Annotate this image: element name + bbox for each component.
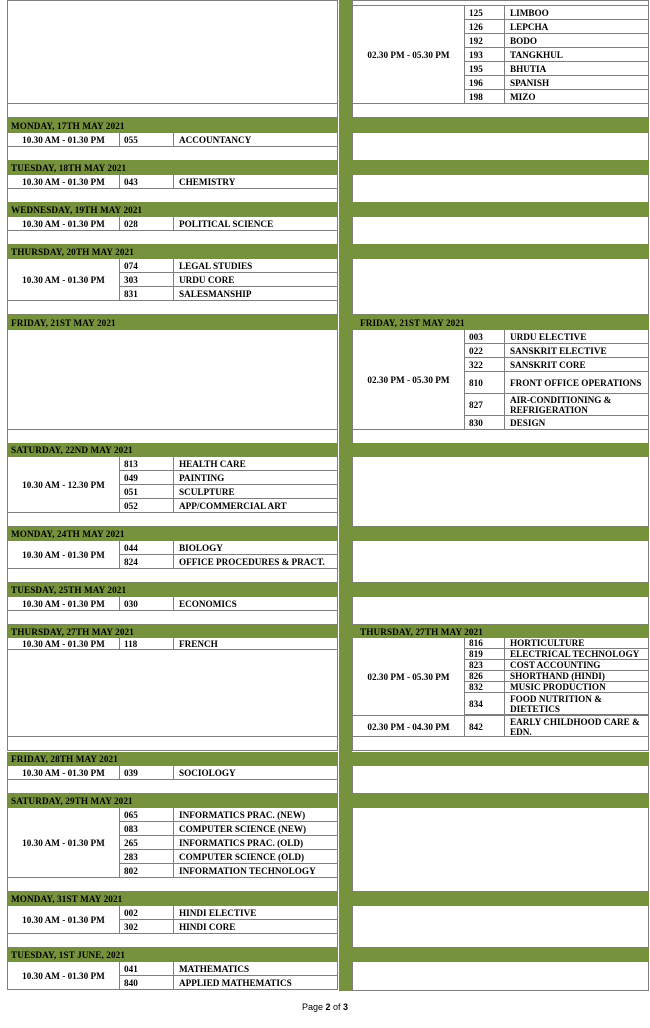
subject-code: 303	[119, 273, 173, 287]
exam-time: 10.30 AM - 01.30 PM	[22, 768, 105, 778]
subject-name: SALESMANSHIP	[173, 287, 337, 301]
subject-code: 198	[464, 90, 504, 104]
right-column	[352, 0, 649, 991]
exam-time: 10.30 AM - 01.30 PM	[22, 135, 105, 145]
schedule-grid	[7, 638, 338, 650]
subject-code: 322	[464, 358, 504, 372]
subject-code: 039	[119, 766, 173, 780]
day-header	[352, 948, 649, 962]
subject-name: HORTICULTURE	[504, 638, 648, 649]
subject-code: 118	[119, 638, 173, 650]
subject-name: FRONT OFFICE OPERATIONS	[504, 372, 648, 394]
empty-block	[352, 259, 649, 315]
day-header	[352, 752, 649, 766]
day-header: TUESDAY, 1ST JUNE, 2021	[7, 948, 338, 962]
subject-code: 192	[464, 34, 504, 48]
subject-name: INFORMATICS PRAC. (OLD)	[173, 836, 337, 850]
day-header: MONDAY, 24TH MAY 2021	[7, 527, 338, 541]
schedule-grid	[7, 808, 338, 878]
empty-block	[352, 541, 649, 583]
subject-code: 265	[119, 836, 173, 850]
subject-code: 041	[119, 962, 173, 976]
subject-code: 044	[119, 541, 173, 555]
subject-name: HINDI ELECTIVE	[173, 906, 337, 920]
subject-code: 842	[464, 715, 504, 737]
subject-name: COMPUTER SCIENCE (OLD)	[173, 850, 337, 864]
subject-code: 819	[464, 649, 504, 660]
empty-block	[352, 808, 649, 892]
row-spacer	[7, 513, 338, 527]
subject-name: TANGKHUL	[504, 48, 648, 62]
row-spacer	[352, 104, 649, 118]
empty-block	[352, 133, 649, 161]
schedule-grid	[7, 133, 338, 147]
day-header: SATURDAY, 22ND MAY 2021	[7, 443, 338, 457]
exam-time-second: 02.30 PM - 04.30 PM	[353, 715, 464, 737]
subject-code: 030	[119, 597, 173, 611]
subject-name: SHORTHAND (HINDI)	[504, 671, 648, 682]
subject-code: 826	[464, 671, 504, 682]
exam-time: 10.30 AM - 01.30 PM	[22, 915, 105, 925]
blank-block	[7, 650, 338, 737]
subject-name: APP/COMMERCIAL ART	[173, 499, 337, 513]
row-spacer	[7, 934, 338, 948]
subject-code: 830	[464, 416, 504, 430]
subject-code: 126	[464, 20, 504, 34]
subject-code: 813	[119, 457, 173, 471]
subject-name: FOOD NUTRITION & DIETETICS	[504, 693, 648, 715]
empty-block	[352, 597, 649, 625]
day-header: TUESDAY, 18TH MAY 2021	[7, 160, 338, 175]
empty-block	[352, 457, 649, 527]
footer-prefix: Page	[301, 1002, 326, 1012]
subject-name: POLITICAL SCIENCE	[173, 217, 337, 231]
subject-code: 834	[464, 693, 504, 715]
schedule-grid	[7, 217, 338, 231]
subject-code: 065	[119, 808, 173, 822]
subject-name: SPANISH	[504, 76, 648, 90]
day-header: MONDAY, 17TH MAY 2021	[7, 118, 338, 133]
day-header	[352, 443, 649, 457]
subject-code: 823	[464, 660, 504, 671]
exam-time: 10.30 AM - 01.30 PM	[22, 971, 105, 981]
day-header: FRIDAY, 21ST MAY 2021	[352, 315, 649, 330]
subject-name: APPLIED MATHEMATICS	[173, 976, 337, 990]
schedule-grid	[352, 6, 649, 104]
subject-name: OFFICE PROCEDURES & PRACT.	[173, 555, 337, 569]
subject-code: 831	[119, 287, 173, 301]
subject-name: DESIGN	[504, 416, 648, 430]
schedule-grid	[7, 541, 338, 569]
day-header	[352, 892, 649, 906]
exam-time: 10.30 AM - 01.30 PM	[22, 177, 105, 187]
subject-name: INFORMATICS PRAC. (NEW)	[173, 808, 337, 822]
day-header: THURSDAY, 20TH MAY 2021	[7, 244, 338, 259]
row-spacer	[352, 737, 649, 751]
subject-code: 840	[119, 976, 173, 990]
exam-time: 10.30 AM - 01.30 PM	[22, 550, 105, 560]
subject-name: INFORMATION TECHNOLOGY	[173, 864, 337, 878]
subject-name: SANSKRIT CORE	[504, 358, 648, 372]
schedule-grid	[7, 766, 338, 780]
subject-name: COMPUTER SCIENCE (NEW)	[173, 822, 337, 836]
row-spacer	[7, 104, 338, 118]
subject-name: EARLY CHILDHOOD CARE & EDN.	[504, 715, 648, 737]
subject-name: SCULPTURE	[173, 485, 337, 499]
subject-name: PAINTING	[173, 471, 337, 485]
row-spacer	[352, 0, 649, 6]
left-column	[7, 0, 338, 991]
subject-name: FRENCH	[173, 638, 337, 650]
subject-code: 028	[119, 217, 173, 231]
subject-code: 193	[464, 48, 504, 62]
subject-code: 827	[464, 394, 504, 416]
row-spacer	[7, 780, 338, 794]
footer-page: 2	[325, 1002, 331, 1012]
exam-time: 10.30 AM - 01.30 PM	[22, 275, 105, 285]
row-spacer	[352, 430, 649, 444]
day-header: TUESDAY, 25TH MAY 2021	[7, 583, 338, 597]
subject-code: 283	[119, 850, 173, 864]
day-header: SATURDAY, 29TH MAY 2021	[7, 794, 338, 808]
subject-code: 802	[119, 864, 173, 878]
schedule-grid	[7, 906, 338, 934]
subject-code: 832	[464, 682, 504, 693]
empty-block	[352, 217, 649, 245]
row-spacer	[7, 147, 338, 161]
day-header: WEDNESDAY, 19TH MAY 2021	[7, 202, 338, 217]
schedule-grid	[352, 638, 649, 737]
subject-code: 083	[119, 822, 173, 836]
subject-code: 003	[464, 330, 504, 344]
empty-block	[352, 906, 649, 948]
subject-code: 022	[464, 344, 504, 358]
exam-time: 10.30 AM - 01.30 PM	[22, 599, 105, 609]
subject-name: LEGAL STUDIES	[173, 259, 337, 273]
subject-code: 824	[119, 555, 173, 569]
subject-code: 816	[464, 638, 504, 649]
subject-code: 055	[119, 133, 173, 147]
subject-code: 002	[119, 906, 173, 920]
exam-time: 10.30 AM - 12.30 PM	[22, 480, 105, 490]
subject-code: 052	[119, 499, 173, 513]
day-header	[352, 794, 649, 808]
subject-name: HINDI CORE	[173, 920, 337, 934]
subject-name: SANSKRIT ELECTIVE	[504, 344, 648, 358]
empty-block	[352, 962, 649, 991]
column-divider	[339, 0, 352, 991]
row-spacer	[7, 611, 338, 625]
blank-block	[7, 0, 338, 104]
subject-name: MATHEMATICS	[173, 962, 337, 976]
subject-name: ELECTRICAL TECHNOLOGY	[504, 649, 648, 660]
exam-time: 02.30 PM - 05.30 PM	[367, 50, 450, 60]
row-spacer	[7, 737, 338, 751]
subject-name: MUSIC PRODUCTION	[504, 682, 648, 693]
subject-name: ACCOUNTANCY	[173, 133, 337, 147]
subject-name: CHEMISTRY	[173, 175, 337, 189]
row-spacer	[7, 189, 338, 203]
row-spacer	[7, 430, 338, 444]
row-spacer	[7, 569, 338, 583]
day-header: FRIDAY, 21ST MAY 2021	[7, 315, 338, 330]
schedule-grid	[7, 597, 338, 611]
exam-time: 02.30 PM - 05.30 PM	[367, 671, 450, 682]
row-spacer	[7, 301, 338, 315]
subject-code: 043	[119, 175, 173, 189]
row-spacer	[7, 231, 338, 245]
subject-code: 302	[119, 920, 173, 934]
day-header: THURSDAY, 27TH MAY 2021	[352, 625, 649, 638]
subject-name: LIMBOO	[504, 6, 648, 20]
subject-code: 125	[464, 6, 504, 20]
day-header	[352, 160, 649, 175]
day-header	[352, 244, 649, 259]
schedule-grid	[7, 259, 338, 301]
day-header	[352, 118, 649, 133]
subject-code: 195	[464, 62, 504, 76]
subject-code: 196	[464, 76, 504, 90]
page-footer	[0, 1002, 650, 1012]
subject-name: LEPCHA	[504, 20, 648, 34]
subject-name: SOCIOLOGY	[173, 766, 337, 780]
day-header: FRIDAY, 28TH MAY 2021	[7, 752, 338, 766]
schedule-grid	[7, 962, 338, 990]
day-header: MONDAY, 31ST MAY 2021	[7, 892, 338, 906]
subject-code: 051	[119, 485, 173, 499]
subject-name: BODO	[504, 34, 648, 48]
subject-name: HEALTH CARE	[173, 457, 337, 471]
subject-name: URDU CORE	[173, 273, 337, 287]
day-header: THURSDAY, 27TH MAY 2021	[7, 625, 338, 638]
subject-name: MIZO	[504, 90, 648, 104]
exam-time: 02.30 PM - 05.30 PM	[367, 375, 450, 385]
subject-name: BHUTIA	[504, 62, 648, 76]
subject-code: 810	[464, 372, 504, 394]
exam-time: 10.30 AM - 01.30 PM	[22, 838, 105, 848]
footer-total: 3	[343, 1002, 349, 1012]
schedule-grid	[7, 175, 338, 189]
subject-code: 049	[119, 471, 173, 485]
footer-mid: of	[330, 1002, 344, 1012]
empty-block	[352, 175, 649, 203]
row-spacer	[7, 878, 338, 892]
day-header	[352, 527, 649, 541]
subject-name: BIOLOGY	[173, 541, 337, 555]
exam-time: 10.30 AM - 01.30 PM	[22, 219, 105, 229]
subject-name: COST ACCOUNTING	[504, 660, 648, 671]
subject-name: ECONOMICS	[173, 597, 337, 611]
empty-block	[352, 766, 649, 794]
schedule-grid	[352, 330, 649, 430]
exam-time: 10.30 AM - 01.30 PM	[22, 639, 105, 649]
subject-name: URDU ELECTIVE	[504, 330, 648, 344]
schedule-grid	[7, 457, 338, 513]
day-header	[352, 583, 649, 597]
subject-code: 074	[119, 259, 173, 273]
subject-name: AIR-CONDITIONING & REFRIGERATION	[504, 394, 648, 416]
day-header	[352, 202, 649, 217]
blank-block	[7, 330, 338, 430]
